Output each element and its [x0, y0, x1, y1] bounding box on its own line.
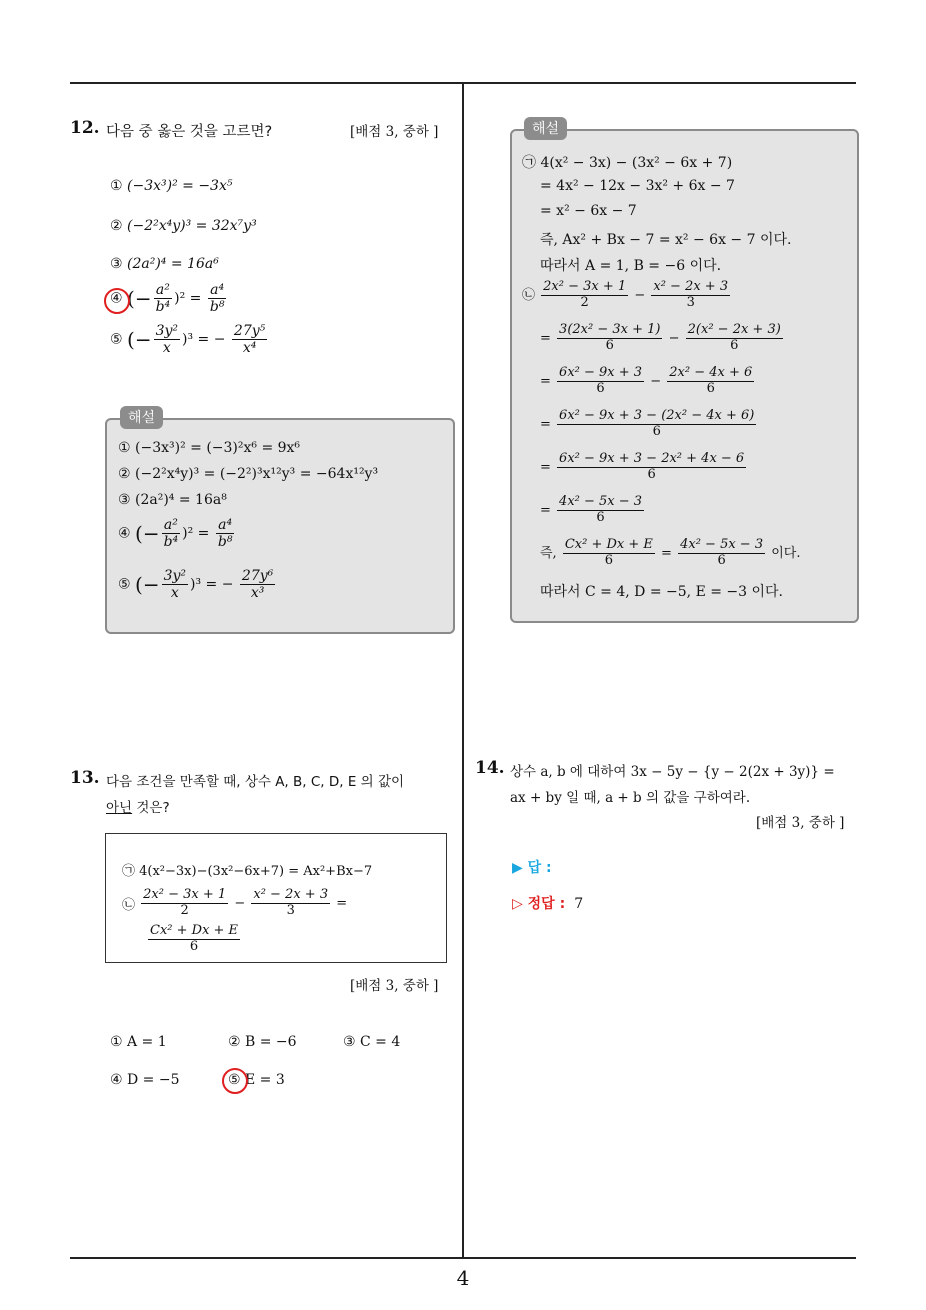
frac-num: 27y⁵ [233, 323, 266, 339]
sol13-frac-line-4: = $\frac{\text{6x² − 9x + 3 − (2x² − 4x + 6)}}{6}$ [540, 408, 755, 439]
frac-den: b⁴ [155, 299, 171, 316]
frac-den: 3 [286, 902, 295, 918]
q12-option-5[interactable] [110, 323, 269, 356]
option-mark: ⑤ [110, 331, 123, 348]
frac-den: x⁴ [242, 340, 257, 357]
q14-text-line-2: ax + by 일 때, a + b 의 값을 구하여라. [510, 790, 751, 806]
frac [651, 280, 730, 311]
prefix: 즉, [540, 545, 557, 561]
frac [216, 517, 235, 550]
sol13-line-3: = x² − 6x − 7 [540, 203, 637, 219]
option-mark: ④ [110, 290, 123, 307]
column-divider [462, 82, 464, 1258]
q13-text-line-1: 다음 조건을 만족할 때, 상수 A, B, C, D, E 의 값이 [106, 774, 405, 790]
q13-option-2[interactable]: ② B = −6 [228, 1034, 297, 1050]
q13-condition-2-rhs [146, 924, 242, 955]
frac-num: Cx² + Dx + E [564, 537, 653, 552]
option-lhs-frac [154, 282, 173, 315]
frac [563, 538, 655, 569]
frac [240, 568, 275, 601]
q12-solution-line-2: ② (−2²x⁴y)³ = (−2²)³x¹²y³ = −64x¹²y³ [118, 466, 379, 482]
frac [667, 366, 754, 397]
q13-condition-1: ㉠ 4(x²−3x)−(3x²−6x+7) = Ax²+Bx−7 [122, 864, 373, 879]
sol13-frac-line-7 [540, 538, 801, 569]
paren-close: )³ = − [190, 576, 234, 593]
paren-open: (− [135, 521, 160, 546]
q12-solution-line-1: ① (−3x³)² = (−3)²x⁶ = 9x⁶ [118, 440, 301, 456]
frac-num: 6x² − 9x + 3 − 2x² + 4x − 6 [559, 451, 745, 466]
frac-num: a⁴ [216, 517, 235, 534]
sol13-line-last: 따라서 C = 4, D = −5, E = −3 이다. [540, 584, 784, 600]
frac-den: 6 [647, 466, 656, 482]
answer-label: ▶ 답 : [512, 860, 552, 876]
frac-num: 3y² [155, 323, 179, 339]
option-expr: (−2²x⁴y)³ = 32x⁷y³ [127, 218, 257, 234]
option-rhs-frac [232, 323, 267, 356]
op: − [668, 330, 680, 346]
suffix: 이다. [771, 545, 801, 561]
q14-number: 14. [475, 758, 505, 778]
page-number: 4 [456, 1266, 470, 1290]
q14-tag: [배점 3, 중하 ] [756, 815, 845, 831]
op: − [650, 373, 662, 389]
option-rhs-frac [208, 282, 227, 315]
option-mark: ⑤ [118, 576, 131, 593]
option-expr: (−3x³)² = −3x⁵ [127, 178, 233, 194]
frac [557, 452, 746, 483]
frac-num: 6x² − 9x + 3 [559, 365, 643, 380]
option-expr: (2a²)⁴ = 16a⁶ [127, 256, 219, 272]
frac-den: 6 [730, 337, 739, 353]
frac-den: 6 [189, 938, 199, 954]
sol13-line-4: 즉, Ax² + Bx − 7 = x² − 6x − 7 이다. [540, 232, 792, 248]
q13-text-line-2 [106, 796, 170, 816]
sol13-frac-line-2: = $\frac{\text{3(2x² − 3x + 1)}}{6}$ − $\frac{\text{2(x² − 2x + 3)}}{6}$ [540, 322, 781, 353]
frac [678, 538, 765, 569]
bottom-rule [70, 1257, 856, 1259]
q12-solution-line-5 [118, 568, 277, 601]
q12-option-2[interactable] [110, 218, 257, 234]
frac-num: Cx² + Dx + E [150, 923, 239, 938]
q12-solution-line-4 [118, 517, 236, 550]
frac-num: x² − 2x + 3 [653, 279, 729, 294]
q12-option-1[interactable] [110, 178, 232, 194]
cond-mark: ㉡ [522, 287, 536, 303]
frac [162, 517, 181, 550]
frac-den: 6 [717, 552, 726, 568]
q13-option-1[interactable]: ① A = 1 [110, 1034, 167, 1050]
frac [557, 495, 644, 526]
q13-tag: [배점 3, 중하 ] [350, 978, 439, 994]
frac [557, 323, 662, 354]
frac-num: x² − 2x + 3 [253, 887, 329, 902]
frac-den: 2 [580, 294, 589, 310]
frac-num: 27y⁶ [241, 568, 274, 584]
q12-option-3[interactable] [110, 256, 219, 272]
correct-answer-row [512, 893, 583, 913]
sol13-frac-line-5: = $\frac{\text{6x² − 9x + 3 − 2x² + 4x − 6}}{6}$ [540, 451, 745, 482]
sol13-line-5: 따라서 A = 1, B = −6 이다. [540, 258, 722, 274]
option-mark: ① [110, 178, 123, 194]
frac-num: a² [162, 517, 181, 534]
q13-text-rest: 것은? [132, 800, 170, 816]
paren-open: (− [135, 572, 160, 597]
frac-den: b⁸ [217, 534, 233, 551]
q13-option-5[interactable]: ⑤ E = 3 [228, 1072, 285, 1088]
selected-answer-circle [222, 1068, 248, 1094]
q13-option-3[interactable]: ③ C = 4 [343, 1034, 401, 1050]
frac-den: 6 [652, 423, 661, 439]
option-mark: ② [110, 218, 123, 234]
frac-den: 2 [180, 902, 189, 918]
frac-num: 2(x² − 2x + 3) [687, 322, 781, 337]
frac-den: 6 [605, 337, 614, 353]
frac-num: 2x² − 3x + 1 [143, 887, 227, 902]
q12-number: 12. [70, 118, 100, 138]
q13-number: 13. [70, 768, 100, 788]
paren-close: )² = [182, 525, 210, 542]
frac-num: 6x² − 9x + 3 − (2x² − 4x + 6) [559, 408, 755, 423]
frac-den: b⁸ [209, 299, 225, 316]
minus-sign: − [234, 895, 246, 911]
frac-den: 6 [706, 380, 715, 396]
option-mark: ④ [118, 525, 131, 542]
frac-num: a² [154, 282, 173, 299]
selected-answer-circle [104, 288, 130, 314]
frac [686, 323, 783, 354]
q12-solution-line-3: ③ (2a²)⁴ = 16a⁸ [118, 492, 227, 508]
frac-num: a⁴ [208, 282, 227, 299]
q13-condition-2 [122, 888, 347, 919]
frac-den: b⁴ [163, 534, 179, 551]
q14-text-line-1: 상수 a, b 에 대하여 3x − 5y − {y − 2(2x + 3y)} = [510, 764, 835, 780]
sol13-line-2: = 4x² − 12x − 3x² + 6x − 7 [540, 178, 735, 194]
q12-tag: [배점 3, 중하 ] [350, 124, 439, 140]
frac-den: 6 [596, 509, 605, 525]
sol13-frac-line-3: = $\frac{\text{6x² − 9x + 3}}{6}$ − $\frac{\text{2x² − 4x + 6}}{6}$ [540, 365, 753, 396]
option-lhs-frac [154, 323, 180, 356]
frac-den: x³ [250, 585, 265, 602]
q12-solution-title: 해설 [120, 406, 163, 429]
frac-num: 3y² [163, 568, 187, 584]
equals-sign: = [336, 895, 348, 911]
sol13-line-1: ㉠ 4(x² − 3x) − (3x² − 6x + 7) [522, 155, 733, 171]
underlined-word: 아닌 [106, 800, 133, 816]
frac-num: 2x² − 3x + 1 [543, 279, 627, 294]
equals-sign: = [661, 545, 672, 561]
frac-den: 6 [604, 552, 614, 568]
frac-num: 4x² − 5x − 3 [680, 537, 764, 552]
frac-den: x [162, 340, 171, 357]
correct-answer-label: ▷ 정답 : [512, 896, 566, 912]
frac-num: 2x² − 4x + 6 [669, 365, 753, 380]
correct-answer-value: 7 [574, 896, 584, 912]
frac [557, 366, 644, 397]
option-lhs-post: )³ = − [182, 331, 226, 348]
q13-solution-title: 해설 [524, 117, 567, 140]
frac-den: 6 [596, 380, 605, 396]
op: − [634, 287, 646, 303]
frac [148, 924, 240, 955]
frac [251, 888, 330, 919]
option-lhs-pre: (− [127, 286, 152, 311]
frac-den: x [170, 585, 179, 602]
frac-num: 4x² − 5x − 3 [559, 494, 643, 509]
option-mark: ③ [110, 256, 123, 272]
q13-option-4[interactable]: ④ D = −5 [110, 1072, 180, 1088]
sol13-frac-line-6: = $\frac{\text{4x² − 5x − 3}}{6}$ [540, 494, 643, 525]
frac [162, 568, 188, 601]
option-lhs-post: )² = [174, 290, 202, 307]
frac-den: 3 [686, 294, 695, 310]
frac [141, 888, 228, 919]
frac-num: 3(2x² − 3x + 1) [559, 322, 661, 337]
frac [541, 280, 628, 311]
frac [557, 409, 756, 440]
option-lhs-pre: (− [127, 327, 152, 352]
q12-text: 다음 중 옳은 것을 고르면? [106, 124, 273, 140]
sol13-frac-line-1 [522, 280, 732, 311]
cond-mark: ㉡ [122, 897, 136, 913]
